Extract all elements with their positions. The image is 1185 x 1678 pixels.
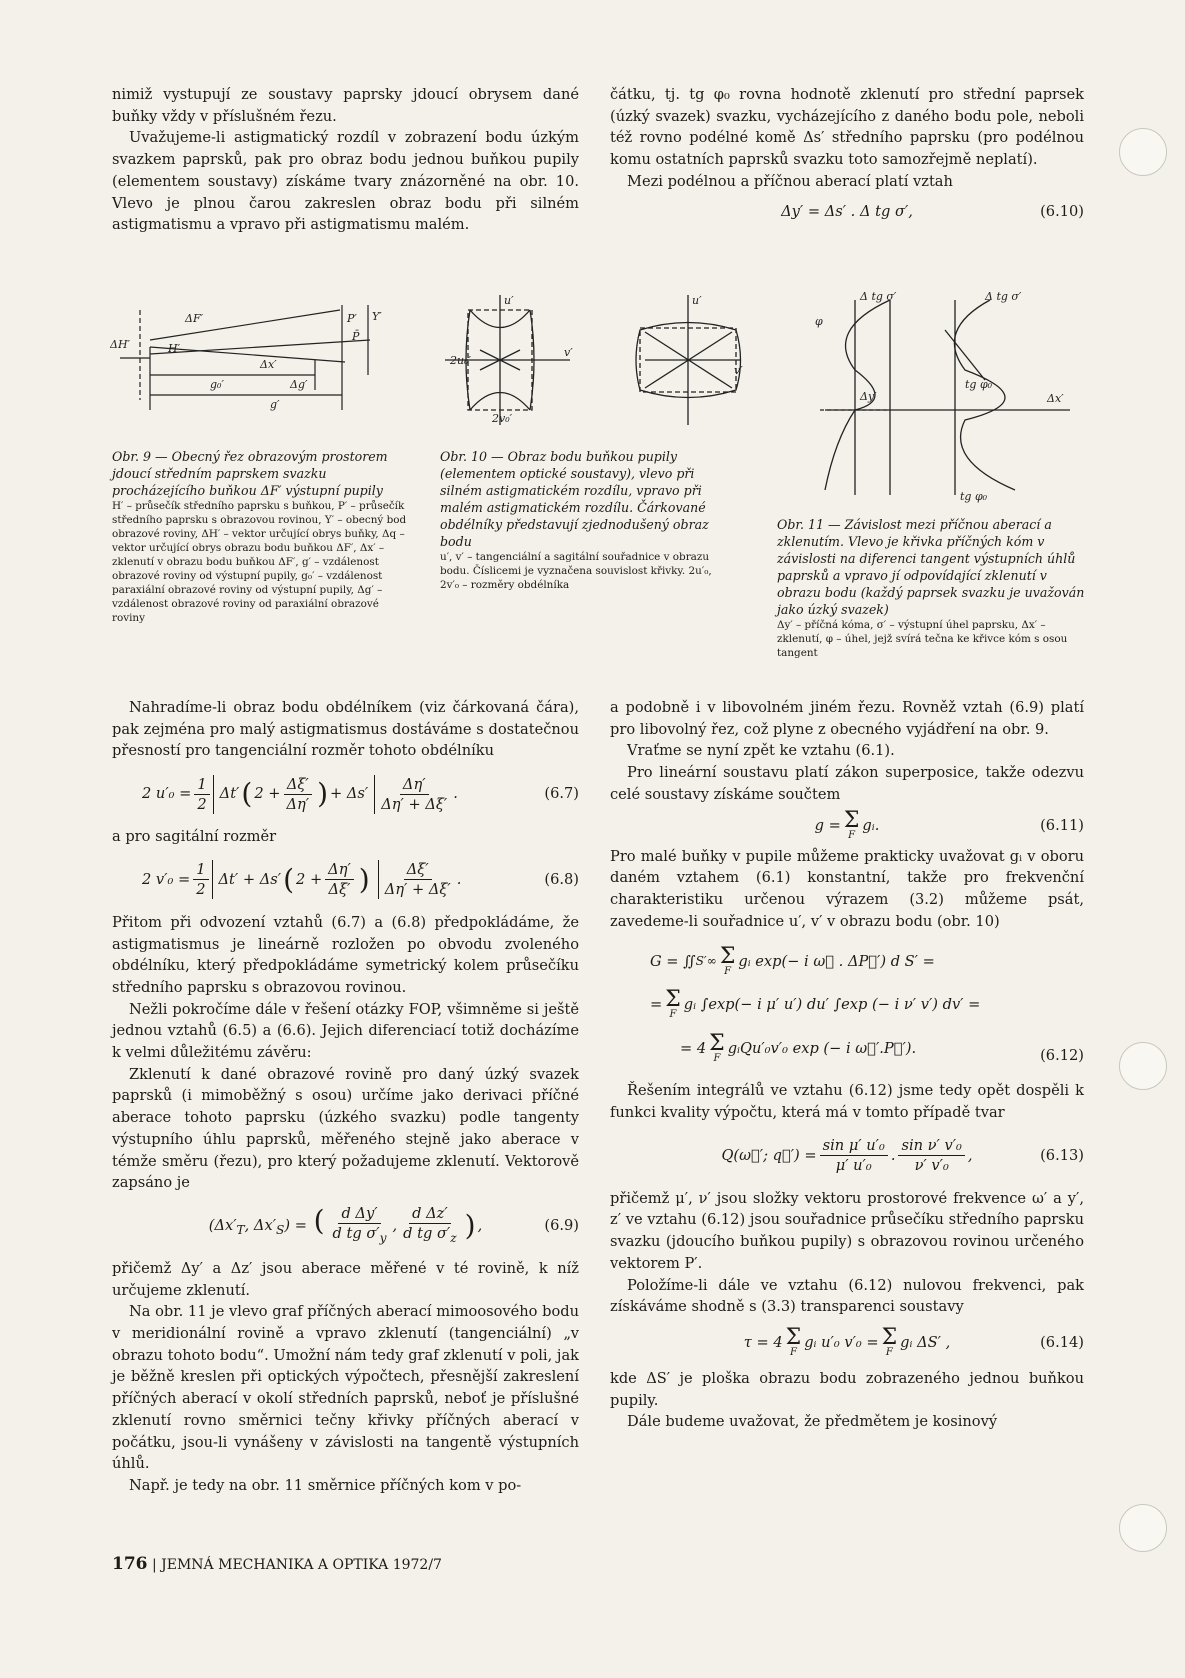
equation-6-14: τ = 4 Σ F gᵢ u′₀ v′₀ = Σ F gᵢ ΔS′ , (6.14) xyxy=(743,1324,1084,1358)
equation-6-10: Δy′ = Δs′ . Δ tg σ′, (6.10) xyxy=(610,197,1084,227)
equation-number: (6.14) xyxy=(1040,1334,1084,1352)
svg-text:u′: u′ xyxy=(692,294,702,307)
svg-text:tg φ₀: tg φ₀ xyxy=(960,490,988,503)
paragraph: Řešením integrálů ve vztahu (6.12) jsme tedy opět dospěli k funkci kvality výpočtu, která má v tomto případě tvar xyxy=(610,1082,1084,1122)
svg-text:Δx′: Δx′ xyxy=(260,358,277,371)
figure-10-diagram xyxy=(440,290,770,430)
paragraph: Pro malé buňky v pupile můžeme prakticky uvažovat gᵢ v oboru daném vztahem (6.1) konstantní, takže pro frekvenční charakteristiku určenou výrazem (3.2) můžeme psát, zavedeme-li souřadnice u′, v′ v obrazu bodu (obr. 10) xyxy=(610,847,1084,930)
paragraph: Pro lineární soustavu platí zákon superposice, takže odezvu celé soustavy získáme součtem xyxy=(610,764,1084,803)
equation-6-8: 2 v′₀ = $\frac{1}{2}$ Δt′ + Δs′ ( 2 + $\frac{\Delta\eta'}{\Delta\xi'}$ ) $\frac{\Delta\xi'}{\Delta\eta' + \Delta\xi'}$ . (6.8) xyxy=(142,861,579,899)
left-column-top xyxy=(112,84,579,236)
svg-text:Δx′: Δx′ xyxy=(1047,392,1064,405)
svg-text:φ: φ xyxy=(815,315,823,328)
svg-text:Δy′: Δy′ xyxy=(860,390,877,403)
svg-text:2v₀′: 2v₀′ xyxy=(492,412,513,425)
paragraph: Uvažujeme-li astigmatický rozdíl v zobrazení bodu úzkým svazkem paprsků, pak pro obraz bodu jednou buňkou pupily (elementem soustavy) získáme tvary znázorněné na obr. 10. Vlevo je plnou čarou zakreslen obraz bodu při silném astigmatismu a vpravo při astigmatismu malém. xyxy=(112,129,579,234)
svg-text:tg φ₀: tg φ₀ xyxy=(965,378,993,391)
equation-number: (6.13) xyxy=(1040,1146,1084,1164)
equation-6-9: ($\Delta x'_T$, $\Delta x'_S$) = ( $\frac{\text{d Δy′}}{d tg \sigma'_y}$ , $\frac{\text{d Δz′}}{d tg \sigma'_z}$ ) , (6.9) xyxy=(208,1204,579,1245)
punch-hole xyxy=(1119,1042,1167,1090)
paragraph: a podobně i v libovolném jiném řezu. Rovněž vztah (6.9) platí pro libovolný řez, což plyne z obecného vyjádření na obr. 9. xyxy=(610,699,1084,738)
paragraph: Nežli pokročíme dále v řešení otázky FOP, všimněme si ještě jednou vztahů (6.5) a (6.6). Jejich diferenciací totiž docházíme k velmi důležitému závěru: xyxy=(112,1000,579,1062)
journal-title: JEMNÁ MECHANIKA A OPTIKA 1972/7 xyxy=(161,1557,442,1573)
equation-number: (6.7) xyxy=(544,785,579,803)
svg-text:H′: H′ xyxy=(168,342,181,355)
equation-6-13: Q(ω⃗′; q⃗′) = $\frac{\text{sin μ′ u′₀}}{\text{μ′ u′₀}}$ . $\frac{\text{sin ν′ v′₀}}{\text{ν′ v′₀}}$ , (6.13) xyxy=(721,1137,1084,1175)
figure-9-caption xyxy=(112,448,407,625)
figure-11-diagram xyxy=(815,290,1080,505)
page-footer xyxy=(112,1554,442,1574)
paragraph: Zklenutí k dané obrazové rovině pro daný úzký svazek paprsků (i mimoběžný s osou) určíme jako derivaci příčné aberace tohoto paprsku (úzkého svazku) podle tangenty výstupního úhlu paprsků, měřeného stejně jako aberace v témže směru (řezu), pro který požadujeme zklenutí. Vektorově zapsáno je xyxy=(112,1065,579,1192)
svg-text:g₀′: g₀′ xyxy=(210,378,224,391)
figure-9-legend: H′ – průsečík středního paprsku s buňkou, P′ – průsečík středního paprsku s obrazovou rovinou, Y′ – obecný bod obrazové roviny, ΔH′ – vektor určující obrys buňky, Δq – vektor určující obrys obrazu bodu buňkou ΔF′, Δx′ – zklenutí v obrazu bodu buňkou ΔF′, g′ – vzdálenost obrazové roviny od výstupní pupily, g₀′ – vzdálenost paraxiální obrazové roviny od výstupní pupily, Δg′ – vzdálenost obrazové roviny od paraxiální obrazové roviny xyxy=(112,500,407,624)
paragraph: přičemž Δy′ a Δz′ jsou aberace měřené v té rovině, k níž určujeme zklenutí. xyxy=(112,1259,579,1299)
svg-text:v′: v′ xyxy=(734,364,743,377)
svg-text:Y′: Y′ xyxy=(372,310,382,323)
paragraph: nimiž vystupují ze soustavy paprsky jdoucí obrysem dané buňky vždy v příslušném řezu. xyxy=(112,86,579,125)
svg-text:ΔH′: ΔH′ xyxy=(110,338,131,351)
equation-6-7: 2 u′₀ = $\frac{1}{2}$ Δt′ ( 2 + $\frac{\Delta\xi'}{\Delta\eta'}$ ) + Δs′ $\frac{\Delta\eta'}{\Delta\eta' + \Delta\xi'}$ . (6.7) xyxy=(142,775,579,813)
right-column-top xyxy=(610,84,1084,231)
svg-text:P′: P′ xyxy=(347,312,357,325)
paragraph: Přitom při odvození vztahů (6.7) a (6.8) předpokládáme, že astigmatismus je lineárně rozložen po obvodu zvoleného obdélníku, který předpokládáme symetrický kolem průsečíku středního paprsku s obrazovou rovinou. xyxy=(112,913,579,996)
svg-text:g′: g′ xyxy=(270,398,280,411)
equation-number: (6.11) xyxy=(1040,816,1084,834)
paragraph: Dále budeme uvažovat, že předmětem je kosinový xyxy=(627,1413,998,1431)
page-number: 176 xyxy=(112,1554,148,1574)
figure-9-title: Obr. 9 — Obecný řez obrazovým prostorem jdoucí středním paprskem svazku procházejícího buňkou ΔF′ výstupní pupily xyxy=(112,449,388,498)
figure-10-legend: u′, v′ – tangenciální a sagitální souřadnice v obrazu bodu. Číslicemi je vyznačena souvislost křivky. 2u′₀, 2v′₀ – rozměry obdélníka xyxy=(440,551,712,591)
footer-divider: | xyxy=(151,1557,162,1573)
svg-text:Δg′: Δg′ xyxy=(290,378,308,391)
left-column-bottom xyxy=(112,697,579,1497)
svg-text:2u₀′: 2u₀′ xyxy=(450,354,471,367)
svg-text:Δ tg σ′: Δ tg σ′ xyxy=(985,290,1022,303)
figure-11-caption xyxy=(777,516,1087,660)
right-column-bottom xyxy=(610,697,1084,1433)
svg-text:P̄: P̄ xyxy=(352,330,360,343)
paragraph: Mezi podélnou a příčnou aberací platí vztah xyxy=(627,172,953,190)
equation-number: (6.12) xyxy=(1040,1046,1084,1064)
svg-text:ΔF′: ΔF′ xyxy=(185,312,204,325)
figure-11-title: Obr. 11 — Závislost mezi příčnou aberací a zklenutím. Vlevo je křivka příčných kóm v závislosti na diferenci tangent výstupních úhlů paprsků a vpravo jí odpovídající zklenutí v obrazu bodu (každý paprsek svazku je uvažován jako úzký svazek) xyxy=(777,517,1085,617)
svg-text:v′: v′ xyxy=(564,346,573,359)
paragraph: kde ΔS′ je ploška obrazu bodu zobrazeného jednou buňkou pupily. xyxy=(610,1369,1084,1409)
equation-6-11: g = Σ F gᵢ. (6.11) xyxy=(814,807,1084,841)
paragraph: a pro sagitální rozměr xyxy=(112,828,277,846)
paragraph: Nahradíme-li obraz bodu obdélníkem (viz čárkovaná čára), pak zejména pro malý astigmatismus dostáváme s dostatečnou přesností pro tangenciální rozměr tohoto obdélníku xyxy=(112,699,579,760)
paragraph: Vraťme se nyní zpět ke vztahu (6.1). xyxy=(627,742,895,760)
figure-10-caption xyxy=(440,448,730,592)
paragraph: přičemž μ′, ν′ jsou složky vektoru prostorové frekvence ω′ a y′, z′ ve vztahu (6.12) jsou souřadnice průsečíku středního paprsku svazku (jdoucího buňkou pupily) s obrazovou rovinou určeného vektorem P′. xyxy=(610,1189,1084,1272)
punch-hole xyxy=(1119,128,1167,176)
punch-hole xyxy=(1119,1504,1167,1552)
paragraph: Např. je tedy na obr. 11 směrnice příčných kom v po- xyxy=(129,1476,522,1494)
paragraph: Položíme-li dále ve vztahu (6.12) nulovou frekvenci, pak získáváme shodně s (3.3) transparenci soustavy xyxy=(610,1276,1084,1316)
svg-text:u′: u′ xyxy=(504,294,514,307)
figure-9-diagram xyxy=(110,300,410,420)
paragraph: čátku, tj. tg φ₀ rovna hodnotě zklenutí pro střední paprsek (úzký svazek) svazku, vycházejícího z daného bodu pole, neboli též rovno podélné komě Δs′ středního paprsku (pro podélnou komu ostatních paprsků svazku toto samozřejmě neplatí). xyxy=(610,86,1084,169)
figure-10-title: Obr. 10 — Obraz bodu buňkou pupily (elementem optické soustavy), vlevo při silném astigmatickém rozdílu, vpravo při malém astigmatickém rozdílu. Čárkované obdélníky představují zjednodušený obraz bodu xyxy=(440,449,709,549)
paragraph: Na obr. 11 je vlevo graf příčných aberací mimoosového bodu v meridionální rovině a vpravo zklenutí (tangenciální) „v obrazu tohoto bodu“. Umožní nám tedy graf zklenutí v poli, jak je běžně kreslen při optických výpočtech, přesnější zakreslení příčných aberací v okolí středních paprsků, neboť je příslušné zklenutí rovno směrnici tečny křivky příčných aberací v počátku, jsou-li vynášeny v závislosti na tangentě výstupních úhlů. xyxy=(112,1303,579,1473)
equation-number: (6.10) xyxy=(1040,202,1084,220)
equation-6-12: G = ∬ S′∞ Σ F gᵢ exp(− i ω⃗ . ΔP⃗′) d S′ = = Σ F gᵢ ∫exp(− i μ′ u′) du′ ∫exp (− i ν′ v′) dv′ = = 4 Σ F gᵢQu′₀v′₀ exp (− i ω⃗′.P⃗′). (6.12) xyxy=(650,944,1084,1065)
svg-text:Δ tg σ′: Δ tg σ′ xyxy=(860,290,897,303)
equation-number: (6.9) xyxy=(544,1217,579,1235)
equation-number: (6.8) xyxy=(544,870,579,888)
figure-11-legend: Δy′ – příčná kóma, σ′ – výstupní úhel paprsku, Δx′ – zklenutí, φ – úhel, jejž svírá tečna ke křivce kóm s osou tangent xyxy=(777,619,1068,659)
